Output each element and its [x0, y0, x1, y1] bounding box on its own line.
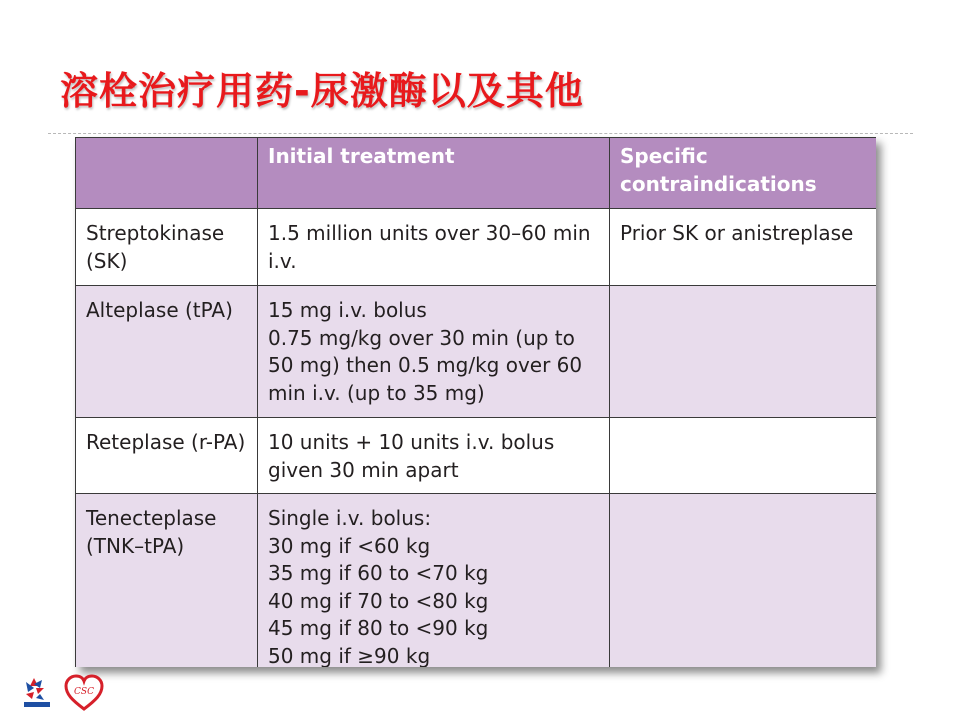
logo-graphics [20, 672, 110, 712]
contraindication-cell [610, 418, 877, 494]
header-drug [76, 138, 258, 209]
thrombolytic-table-container [75, 137, 876, 667]
table-header-row [76, 138, 877, 209]
drug-name-cell: Streptokinase (SK) [76, 209, 258, 286]
csc-heart-icon [66, 676, 102, 709]
table-row [76, 418, 877, 494]
treatment-cell: 15 mg i.v. bolus 0.75 mg/kg over 30 min (up to 50 mg) then 0.5 mg/kg over 60 min i.v. (up to 35 mg) [258, 286, 610, 418]
drug-name-cell: Tenecteplase (TNK–tPA) [76, 494, 258, 668]
drug-name-cell: Reteplase (r-PA) [76, 418, 258, 494]
csc-logo-text: CSC [74, 687, 94, 697]
treatment-cell: Single i.v. bolus: 30 mg if <60 kg 35 mg if 60 to <70 kg 40 mg if 70 to <80 kg 45 mg if 80 to <90 kg 50 mg if ≥90 kg [258, 494, 610, 668]
drug-name-cell: Alteplase (tPA) [76, 286, 258, 418]
header-initial-treatment: Initial treatment [258, 138, 610, 209]
table-row [76, 209, 877, 286]
contraindication-cell [610, 286, 877, 418]
contraindication-cell [610, 494, 877, 668]
slide-title: 溶栓治疗用药-尿激酶以及其他 [60, 69, 584, 113]
header-contraindications: Specific contraindications [610, 138, 877, 209]
table-row [76, 286, 877, 418]
title-divider [48, 133, 913, 134]
thrombolytic-table [75, 137, 876, 667]
footer-logos [20, 672, 110, 712]
hospital-emblem-icon [24, 678, 50, 707]
table-row [76, 494, 877, 668]
treatment-cell: 1.5 million units over 30–60 min i.v. [258, 209, 610, 286]
treatment-cell: 10 units + 10 units i.v. bolus given 30 min apart [258, 418, 610, 494]
contraindication-cell: Prior SK or anistreplase [610, 209, 877, 286]
